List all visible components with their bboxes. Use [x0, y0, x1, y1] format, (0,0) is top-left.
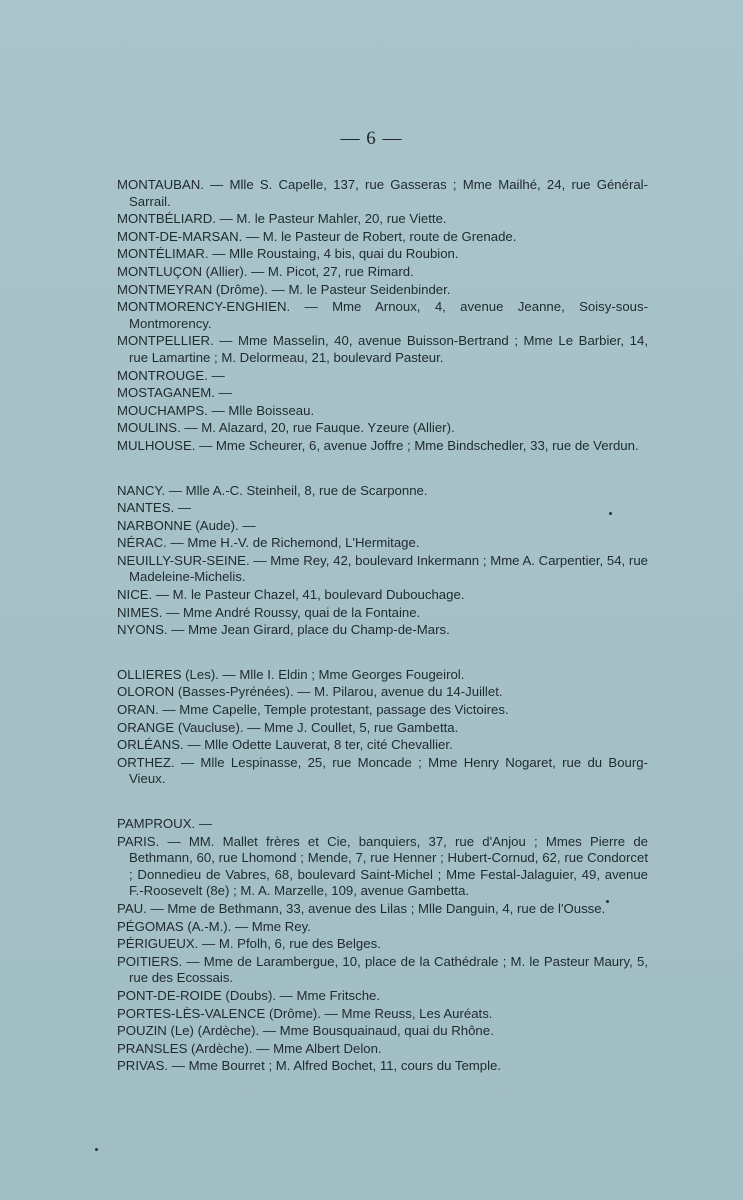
directory-entry: PONT-DE-ROIDE (Doubs). — Mme Fritsche.: [117, 987, 381, 1003]
directory-list: [117, 177, 648, 1076]
directory-entry: MOSTAGANEM. —: [117, 385, 232, 401]
directory-entry: NICE. — M. le Pasteur Chazel, 41, boulevard Dubouchage.: [117, 587, 465, 603]
directory-entry: OLLIERES (Les). — Mlle I. Eldin ; Mme Georges Fougeirol.: [117, 666, 465, 682]
section-m: [117, 177, 648, 455]
section-spacer: [117, 789, 648, 816]
directory-entry: NANTES. —: [117, 500, 192, 516]
section-spacer: [117, 640, 648, 667]
directory-entry: MOUCHAMPS. — Mlle Boisseau.: [117, 402, 315, 418]
directory-entry: ORLÉANS. — Mlle Odette Lauverat, 8 ter, cité Chevallier.: [117, 737, 453, 753]
directory-entry: POUZIN (Le) (Ardèche). — Mme Bousquainaud, quai du Rhône.: [117, 1023, 494, 1039]
directory-entry: OLORON (Basses-Pyrénées). — M. Pilarou, avenue du 14-Juillet.: [117, 684, 503, 700]
directory-entry: NANCY. — Mlle A.-C. Steinheil, 8, rue de Scarponne.: [117, 482, 428, 498]
directory-entry: MONTMORENCY-ENGHIEN. — Mme Arnoux, 4, avenue Jeanne, Soisy-sous-Montmorency.: [117, 299, 648, 331]
directory-entry: PORTES-LÈS-VALENCE (Drôme). — Mme Reuss, Les Auréats.: [117, 1005, 493, 1021]
paper-speck: [606, 900, 609, 903]
directory-entry: PARIS. — MM. Mallet frères et Cie, banquiers, 37, rue d'Anjou ; Mmes Pierre de Bethmann, 60, rue Lhomond ; Mende, 7, rue Henner ; Hubert-Cornud, 62, rue Condorcet ; Donnedieu de Vabres, 68, boulevard Saint-Michel ; Mme Festal-Jalaguier, 49, avenue F.-Roosevelt (8e) ; M. A. Marzelle, 109, avenue Gambetta.: [117, 833, 648, 899]
directory-entry: PRANSLES (Ardèche). — Mme Albert Delon.: [117, 1040, 382, 1056]
directory-entry: MONTBÉLIARD. — M. le Pasteur Mahler, 20, rue Viette.: [117, 211, 447, 227]
directory-entry: NARBONNE (Aude). —: [117, 517, 256, 533]
directory-entry: MONTLUÇON (Allier). — M. Picot, 27, rue Rimard.: [117, 263, 414, 279]
directory-entry: MOULINS. — M. Alazard, 20, rue Fauque. Yzeure (Allier).: [117, 420, 455, 436]
directory-entry: ORTHEZ. — Mlle Lespinasse, 25, rue Moncade ; Mme Henry Nogaret, rue du Bourg-Vieux.: [117, 754, 648, 787]
directory-entry: PRIVAS. — Mme Bourret ; M. Alfred Bochet, 11, cours du Temple.: [117, 1058, 502, 1074]
directory-entry: MONT-DE-MARSAN. — M. le Pasteur de Robert, route de Grenade.: [117, 228, 517, 244]
directory-entry: PAU. — Mme de Bethmann, 33, avenue des Lilas ; Mlle Danguin, 4, rue de l'Ousse.: [117, 900, 606, 916]
section-spacer: [117, 456, 648, 483]
directory-entry: MONTAUBAN. — Mlle S. Capelle, 137, rue Gasseras ; Mme Mailhé, 24, rue Général-Sarrail.: [117, 177, 648, 209]
directory-entry: NÉRAC. — Mme H.-V. de Richemond, L'Hermitage.: [117, 535, 420, 551]
directory-entry: PÉRIGUEUX. — M. Pfolh, 6, rue des Belges.: [117, 936, 381, 952]
directory-entry: NIMES. — Mme André Roussy, quai de la Fontaine.: [117, 604, 421, 620]
directory-entry: ORANGE (Vaucluse). — Mme J. Coullet, 5, rue Gambetta.: [117, 719, 459, 735]
directory-entry: NEUILLY-SUR-SEINE. — Mme Rey, 42, boulevard Inkermann ; Mme A. Carpentier, 54, rue Madeleine-Michelis.: [117, 552, 648, 585]
directory-entry: ORAN. — Mme Capelle, Temple protestant, passage des Victoires.: [117, 702, 509, 718]
directory-entry: PÉGOMAS (A.-M.). — Mme Rey.: [117, 918, 311, 934]
directory-entry: PAMPROUX. —: [117, 816, 213, 831]
section-n: [117, 483, 648, 639]
paper-speck: [609, 512, 612, 515]
directory-entry: MONTPELLIER. — Mme Masselin, 40, avenue Buisson-Bertrand ; Mme Le Barbier, 14, rue Lamartine ; M. Delormeau, 21, boulevard Pasteur.: [117, 333, 648, 365]
paper-speck: [95, 1148, 98, 1151]
section-o: [117, 667, 648, 788]
directory-entry: MONTÉLIMAR. — Mlle Roustaing, 4 bis, quai du Roubion.: [117, 246, 459, 262]
directory-entry: MONTROUGE. —: [117, 367, 225, 383]
page-number: — 6 —: [340, 128, 403, 149]
directory-entry: NYONS. — Mme Jean Girard, place du Champ-de-Mars.: [117, 622, 450, 638]
section-p: [117, 816, 648, 1075]
directory-entry: MULHOUSE. — Mme Scheurer, 6, avenue Joffre ; Mme Bindschedler, 33, rue de Verdun.: [117, 437, 639, 453]
directory-entry: MONTMEYRAN (Drôme). — M. le Pasteur Seidenbinder.: [117, 281, 451, 297]
directory-entry: POITIERS. — Mme de Larambergue, 10, place de la Cathédrale ; M. le Pasteur Maury, 5, rue des Ecossais.: [117, 953, 648, 986]
